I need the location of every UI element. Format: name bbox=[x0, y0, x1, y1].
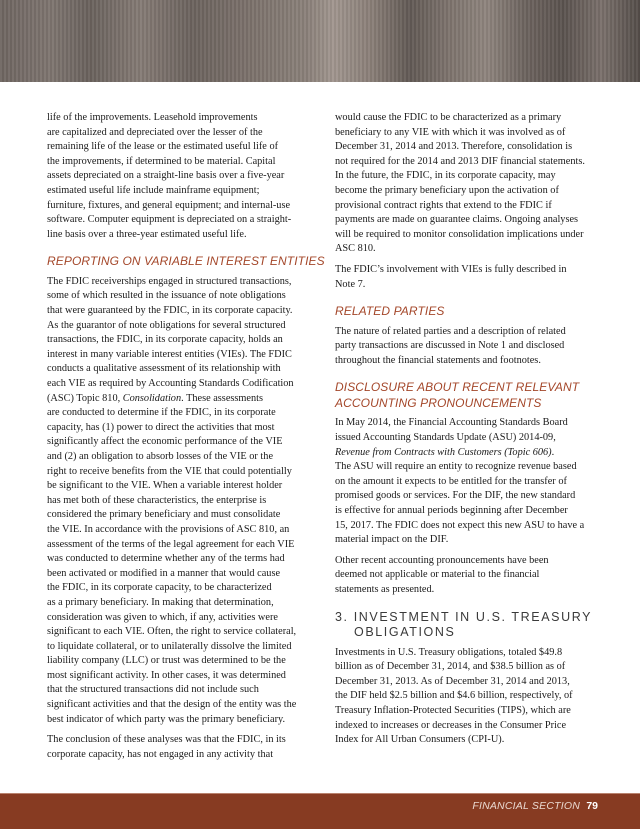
text-line: significantly affect the economic performance of the VIE bbox=[47, 436, 283, 448]
text-line: Treasury Inflation-Protected Securities (TIPS), which are bbox=[335, 704, 571, 716]
paragraph bbox=[47, 111, 322, 242]
text-line: ASC 810. bbox=[335, 243, 376, 255]
text-line: are conducted to determine if the FDIC, in its corporate bbox=[47, 407, 276, 419]
section-heading bbox=[335, 304, 610, 320]
text-line bbox=[47, 392, 322, 407]
text-line: most significant activity. In other cases, it was determined bbox=[47, 669, 286, 681]
text-line: The FDIC’s involvement with VIEs is fully described in bbox=[335, 263, 567, 275]
text-line: Note 7. bbox=[335, 278, 366, 290]
footer-bar bbox=[0, 793, 640, 829]
text-line: as a primary beneficiary. In making that determination, bbox=[47, 596, 274, 608]
text-line: beneficiary to any VIE with which it was involved as of bbox=[335, 126, 566, 138]
text-line: payments are made on guarantee claims. Ongoing analyses bbox=[335, 214, 579, 226]
text-line: will be required to monitor consolidation implications under bbox=[335, 228, 584, 240]
text-line: conducts a qualitative assessment of its relationship with bbox=[47, 363, 281, 375]
text-line: Index for All Urban Consumers (CPI-U). bbox=[335, 734, 505, 746]
paragraph bbox=[335, 416, 610, 547]
text-line: that were guaranteed by the FDIC, in its corporate capacity. bbox=[47, 305, 293, 317]
text-line: The nature of related parties and a description of related bbox=[335, 325, 566, 337]
text-line: consideration was given to which, if any, activities were bbox=[47, 611, 278, 623]
text-line: some of which resulted in the issuance of note obligations bbox=[47, 290, 286, 302]
section-heading bbox=[47, 254, 325, 270]
header-banner-image bbox=[0, 0, 640, 82]
text-line: furniture, fixtures, and general equipment; and internal-use bbox=[47, 199, 291, 211]
paragraph bbox=[335, 111, 610, 257]
text-line: material impact on the DIF. bbox=[335, 534, 449, 546]
text-line: is effective for annual periods beginning after December bbox=[335, 504, 568, 516]
footer-section-label: FINANCIAL SECTION bbox=[472, 800, 580, 812]
paragraph bbox=[335, 646, 610, 748]
text-line: The FDIC receiverships engaged in structured transactions, bbox=[47, 275, 292, 287]
text-line: promised goods or services. For the DIF, the new standard bbox=[335, 490, 576, 502]
text-line: and (2) an obligation to absorb losses of the VIE or the bbox=[47, 450, 274, 462]
paragraph bbox=[47, 733, 322, 762]
right-column bbox=[335, 111, 610, 754]
heading-line: OBLIGATIONS bbox=[354, 625, 456, 640]
text-line: was conducted to determine whether any of the terms had bbox=[47, 553, 285, 565]
text-line: each VIE as required by Accounting Standards Codification bbox=[47, 378, 294, 389]
text-line: become the primary beneficiary upon the activation of bbox=[335, 184, 559, 196]
text-line: software. Computer equipment is depreciated on a straight- bbox=[47, 214, 292, 226]
text-line: not required for the 2014 and 2013 DIF financial statements. bbox=[335, 155, 585, 167]
heading-line: REPORTING ON VARIABLE INTEREST ENTITIES bbox=[47, 254, 325, 269]
text-line: As the guarantor of note obligations for several structured bbox=[47, 319, 286, 331]
text-line: Other recent accounting pronouncements have been bbox=[335, 554, 549, 566]
heading-line: ACCOUNTING PRONOUNCEMENTS bbox=[335, 395, 542, 410]
left-column bbox=[47, 111, 325, 768]
paragraph bbox=[47, 275, 322, 727]
section-heading bbox=[335, 610, 610, 641]
text-line: In the future, the FDIC, in its corporate capacity, may bbox=[335, 170, 556, 182]
text-line: line basis over a three-year estimated useful life. bbox=[47, 228, 247, 240]
text-line: deemed not applicable or material to the financial bbox=[335, 569, 540, 581]
paragraph bbox=[335, 263, 610, 292]
text-line: The conclusion of these analyses was that the FDIC, in its bbox=[47, 734, 286, 746]
text-line: liability company (LLC) or trust was determined to be the bbox=[47, 655, 286, 667]
text-line bbox=[335, 446, 610, 461]
text-line: are capitalized and depreciated over the lesser of the bbox=[47, 126, 263, 138]
text-line: The ASU will require an entity to recognize revenue based bbox=[335, 461, 577, 473]
paragraph bbox=[335, 554, 610, 598]
text-line: interest in many variable interest entities (VIEs). The FDIC bbox=[47, 348, 292, 360]
text-line: corporate capacity, has not engaged in any activity that bbox=[47, 748, 274, 760]
text-segment: (ASC) Topic 810, bbox=[47, 392, 123, 404]
text-line: party transactions are discussed in Note 1 and disclosed bbox=[335, 340, 565, 352]
section-heading bbox=[335, 380, 610, 411]
text-line: December 31, 2014 and 2013. Therefore, consolidation is bbox=[335, 141, 573, 153]
heading-line: 3. INVESTMENT IN U.S. TREASURY bbox=[335, 609, 593, 624]
text-line: to liquidate collateral, or to unilaterally dissolve the limited bbox=[47, 640, 292, 652]
text-line: would cause the FDIC to be characterized as a primary bbox=[335, 112, 562, 123]
text-line: indexed to increases or decreases in the Consumer Price bbox=[335, 719, 567, 731]
text-line: assessment of the terms of the legal agreement for each VIE bbox=[47, 538, 295, 550]
text-line: the DIF held $2.5 billion and $4.6 billion, respectively, of bbox=[335, 690, 573, 702]
text-line: December 31, 2013. As of December 31, 2014 and 2013, bbox=[335, 675, 570, 687]
text-line: statements as presented. bbox=[335, 583, 435, 595]
text-line: In May 2014, the Financial Accounting Standards Board bbox=[335, 417, 568, 429]
text-line: remaining life of the lease or the estimated useful life of bbox=[47, 141, 279, 153]
italic-title: Consolidation bbox=[122, 392, 182, 404]
text-line: best indicator of which party was the primary beneficiary. bbox=[47, 713, 286, 725]
text-line: be significant to the VIE. When a variable interest holder bbox=[47, 480, 283, 492]
text-line: right to receive benefits from the VIE that could potentially bbox=[47, 465, 292, 477]
text-line: has met both of these characteristics, the enterprise is bbox=[47, 494, 267, 506]
text-line: assets depreciated on a straight-line basis over a five-year bbox=[47, 170, 285, 182]
page-number: 79 bbox=[586, 800, 598, 812]
text-line: been activated or modified in a manner that would cause bbox=[47, 567, 281, 579]
heading-line: DISCLOSURE ABOUT RECENT RELEVANT bbox=[335, 380, 580, 395]
italic-title: Revenue from Contracts with Customers (Topic 606) bbox=[335, 446, 552, 458]
text-line: billion as of December 31, 2014, and $38.5 billion as of bbox=[335, 661, 566, 673]
text-line: on the amount it expects to be entitled for the transfer of bbox=[335, 475, 567, 487]
text-segment: . bbox=[551, 446, 555, 458]
text-line: estimated useful life include mainframe equipment; bbox=[47, 184, 260, 196]
text-line: that the structured transactions did not include such bbox=[47, 684, 259, 696]
text-line: the FDIC, in its corporate capacity, to be characterized bbox=[47, 582, 272, 594]
text-line: life of the improvements. Leasehold improvements bbox=[47, 112, 258, 123]
text-segment: . These assessments bbox=[181, 392, 263, 404]
text-line: throughout the financial statements and footnotes. bbox=[335, 354, 541, 366]
text-line: issued Accounting Standards Update (ASU) 2014-09, bbox=[335, 432, 556, 443]
paragraph bbox=[335, 325, 610, 369]
text-line: the improvements, if determined to be material. Capital bbox=[47, 155, 276, 167]
heading-line: RELATED PARTIES bbox=[335, 304, 445, 319]
text-line: provisional contract rights that extend to the FDIC if bbox=[335, 199, 552, 211]
text-line: the VIE. In accordance with the provisions of ASC 810, an bbox=[47, 523, 290, 535]
text-line: transactions, the FDIC, in its corporate capacity, holds an bbox=[47, 334, 283, 346]
text-line: 15, 2017. The FDIC does not expect this new ASU to have a bbox=[335, 519, 585, 531]
text-line: capacity, has (1) power to direct the activities that most bbox=[47, 421, 275, 433]
text-line: significant activities and that the design of the entity was the bbox=[47, 699, 297, 711]
text-line: significant to each VIE. Often, the right to service collateral, bbox=[47, 626, 297, 638]
text-line: considered the primary beneficiary and must consolidate bbox=[47, 509, 281, 521]
text-line: Investments in U.S. Treasury obligations, totaled $49.8 bbox=[335, 646, 563, 658]
